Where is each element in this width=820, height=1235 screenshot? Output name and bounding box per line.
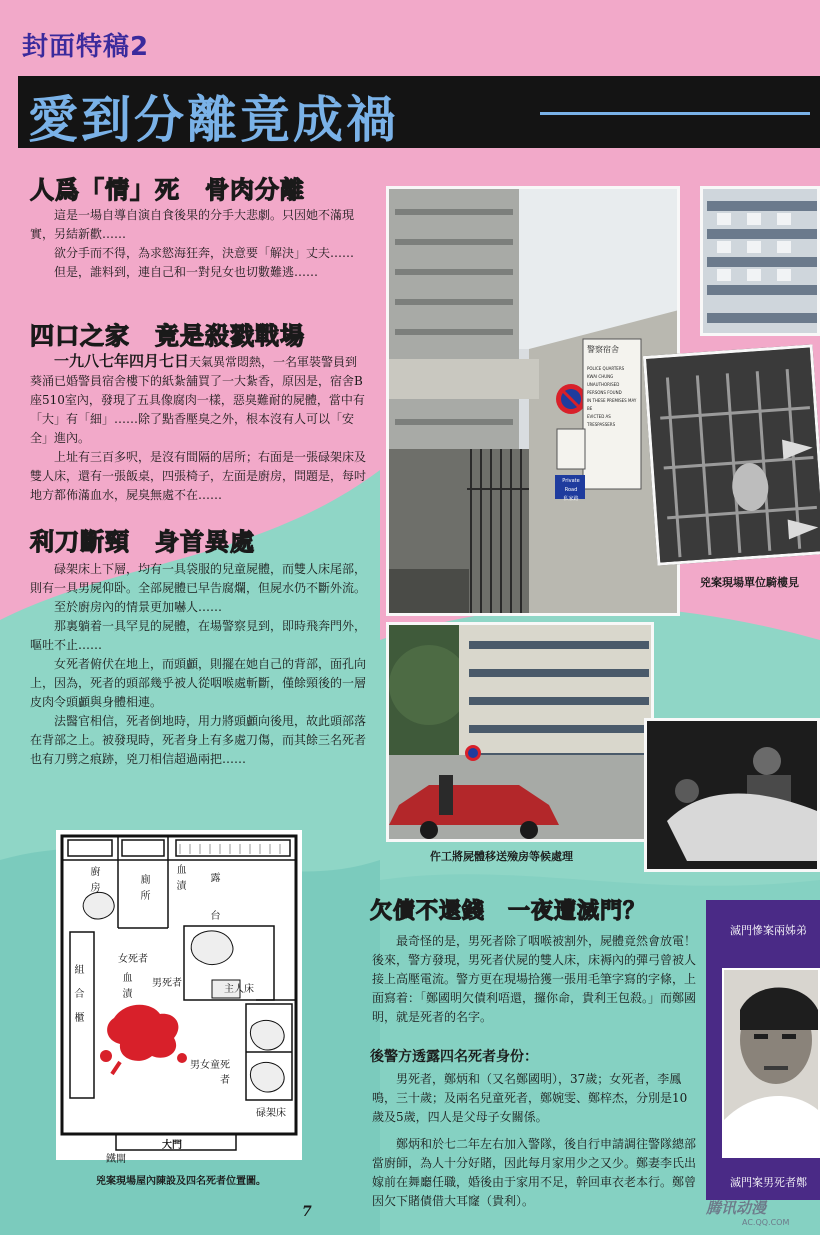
intro-body (30, 206, 368, 282)
sign-line: KWAI CHUNG (587, 374, 614, 379)
paragraph: 法醫官相信，死者倒地時，用力將頭顱向後甩，故此頭部落在背部之上。被發現時，死者身上有多處刀傷，而其餘三名死者也有刀劈之痕跡，兇刀相信超過兩把…… (30, 714, 367, 766)
sign-english (587, 365, 639, 429)
label-female-victim: 女死者 (118, 954, 148, 965)
sidebar-title-top: 滅門慘案兩姊弟 (730, 924, 807, 937)
scene-body (30, 352, 368, 505)
paragraph: 這是一場自導自演自食後果的分手大悲劇。只因她不滿現實，另結新歡…… (30, 208, 355, 241)
paragraph: 碌架床上下層，均有一具袋服的兒童屍體，而雙人床尾部，則有一具男屍仰卧。全部屍體已早告腐爛，但屍水仍不斷外流。 (30, 562, 367, 595)
sign-line: IN THESE PREMISES MAY BE (587, 398, 637, 411)
caption-mortuary: 仵工將屍體移送殮房等候處理 (430, 850, 573, 863)
photo-building-taxi-art (389, 625, 654, 842)
lead-date: 一九八七年四月七日 (54, 352, 190, 370)
identity-title: 後警方透露四名死者身份： (370, 1049, 538, 1065)
watermark-url: AC.QQ.COM (742, 1218, 790, 1227)
caption-building: 兇案現場單位騎樓見 (700, 576, 799, 589)
photo-mortuary-workers-art (647, 721, 820, 872)
paragraph: 欲分手而不得，為求慾海狂奔，決意要「解決」丈夫…… (54, 246, 355, 260)
knife-title: 利刀斷頸 身首異處 (30, 528, 255, 556)
paragraph-text: 天氣異常悶熱，一名軍裝警員到葵涌已婚警員宿舍樓下的紙紮舖買了一大紮香，原因是，宿舍B座510室內，發現了五具像腐肉一樣，惡臭難耐的屍體，當中有「大」有「細」……除了點香壓臭之外，根本沒有人可以「安全」進內。 (30, 355, 365, 445)
victim-portrait (722, 968, 820, 1158)
sign-line: UNAUTHORISED PERSONS FOUND (587, 382, 622, 395)
identity-body (372, 1070, 698, 1211)
photo-building-balconies (700, 186, 820, 336)
headline: 愛到分離竟成禍 (28, 91, 399, 149)
paragraph: 但是，誰料到，連自己和一對兒女也切數難逃…… (54, 265, 319, 279)
sidebar-title-bottom: 滅門案男死者鄭 (730, 1176, 807, 1189)
label-child-victims: 男女童死者 (190, 1060, 230, 1086)
section-kicker: 封面特稿2 (22, 32, 150, 62)
private-road-sign (557, 477, 585, 504)
photo-window-grille-art (646, 347, 820, 566)
photo-police-quarters (386, 186, 680, 616)
victim-portrait-art (724, 970, 818, 1156)
debt-body (372, 932, 698, 1027)
sign-chinese: 警察宿舍 (587, 345, 619, 354)
label-blood-top: 血漬 (174, 864, 185, 896)
watermark-logo: 腾讯动漫 (706, 1199, 767, 1217)
label-main-door: 大門 (162, 1140, 182, 1151)
headline-dash (540, 112, 810, 115)
scene-title: 四口之家 竟是殺戮戰場 (30, 322, 305, 350)
sidebar-panel (706, 900, 820, 1200)
label-cabinet: 組合櫃 (72, 964, 83, 1036)
floorplan (56, 830, 302, 1165)
photo-window-grille (643, 344, 820, 565)
paragraph: 男死者，鄭炳和（又名鄭國明），37歲；女死者，李鳳鳴，三十歲；及兩名兒童死者，鄭婉雯、鄭梓杰，分別是10歲及5歲，四人是父母子女關係。 (372, 1072, 688, 1124)
label-bunk-bed: 碌架床 (256, 1108, 286, 1119)
photo-building-balconies-art (703, 189, 820, 336)
sign-line: EVICTED AS TRESPASSERS (587, 414, 616, 427)
private-road-en: Private Road (562, 478, 580, 493)
label-toilet: 廁所 (138, 874, 149, 906)
debt-title: 欠債不還錢 一夜遭滅門？ (370, 899, 647, 924)
photo-building-taxi (386, 622, 654, 842)
page-number: 7 (302, 1204, 312, 1220)
label-iron-gate: 鐵閘 (106, 1154, 126, 1165)
paragraph: 那裏躺着一具罕見的屍體，在場警察見到，即時飛奔門外，嘔吐不止…… (30, 619, 367, 652)
label-balcony: 露台 (208, 872, 219, 948)
label-master-bed: 主人床 (224, 984, 254, 995)
paragraph: 上址有三百多呎，是沒有間隔的居所；右面是一張碌架床及雙人床，還有一張飯桌，四張椅子，左面是廚房，問題是，每吋地方都佈滿血水，屍臭無處不在…… (30, 450, 367, 502)
intro-title: 人爲「情」死 骨肉分離 (30, 176, 305, 204)
paragraph: 最奇怪的是，男死者除了咽喉被割外，屍體竟然會放電！後來，警方發現，男死者伏屍的雙人床，床褥內的彈弓曾被人接上高壓電流。警方更在現場拾獲一張用毛筆字寫的字條，上面寫着：「鄭國明欠債利唔還，攞你命，貴利王包殺。」而鄭國明，就是死者的名字。 (372, 934, 697, 1024)
paragraph: 鄭炳和於七二年左右加入警隊，後自行申請調往警隊總部當廚師，為人十分好賭，因此每月家用少之又少。鄭妻李氏出嫁前在舞廳任職，婚後由于家用不足，幹回車衣老本行。鄭曾因欠下賭債借大耳窿（貴利）。 (372, 1137, 697, 1208)
floorplan-caption: 兇案現場屋內陳設及四名死者位置圖。 (96, 1176, 266, 1187)
paragraph: 至於廚房內的情景更加嚇人…… (54, 600, 223, 614)
private-road-cn: 私家路 (563, 496, 579, 502)
paragraph: 女死者俯伏在地上，而頭顱，則擺在她自己的背部，面孔向上，因為，死者的頭部幾乎被人從咽喉處斬斷，僅餘頸後的一層皮肉令頭顱與身體相連。 (30, 657, 367, 709)
sign-line: POLICE QUARTERS (587, 366, 625, 371)
paragraph (30, 352, 368, 448)
photo-mortuary-workers (644, 718, 820, 872)
knife-body (30, 560, 368, 769)
label-blood-main: 血漬 (120, 972, 131, 1004)
label-kitchen: 廚房 (88, 866, 99, 898)
label-male-victim: 男死者 (152, 978, 182, 989)
